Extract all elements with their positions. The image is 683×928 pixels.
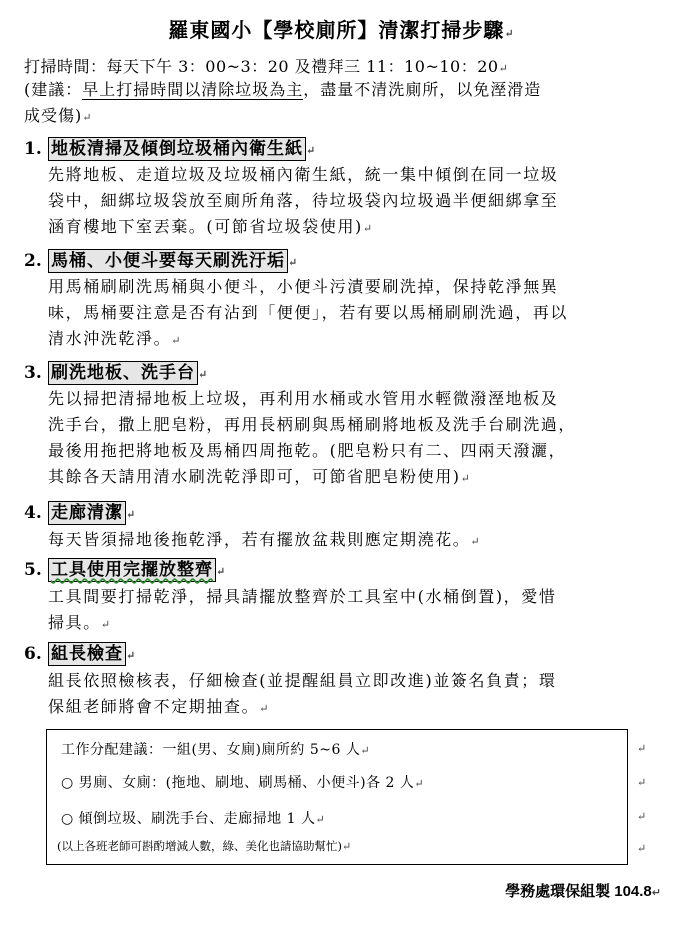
item-heading-6: 6. 組長檢查 ↵	[24, 644, 136, 664]
item-body-2: 用馬桶刷刷洗馬桶與小便斗，小便斗污漬要刷洗掉，保持乾淨無異 味，馬桶要注意是否有沾到「便便」，若有要以馬桶刷刷洗過，再以 清水沖洗乾淨。↵	[48, 277, 569, 348]
item-heading-3: 3. 刷洗地板、洗手台 ↵	[24, 363, 208, 383]
work-allocation-box	[46, 729, 628, 865]
page-title: 羅東國小【學校廁所】清潔打掃步驟↵	[168, 18, 515, 42]
schedule-text: 打掃時間：每天下午 3：00~3：20 及禮拜三 11：10~10：20↵	[24, 57, 509, 76]
item-heading-1: 1. 地板清掃及傾倒垃圾桶內衛生紙 ↵	[24, 139, 316, 159]
end-of-cell-mark: ↵	[637, 842, 647, 855]
item-body-5: 工具間要打掃乾淨，掃具請擺放整齊於工具室中(水桶倒置)，愛惜 掃具。↵	[48, 587, 557, 632]
item-heading-5: 5. 工具使用完擺放整齊 ↵	[24, 560, 226, 580]
suggestion-text: (建議：早上打掃時間以清除垃圾為主，盡量不清洗廁所，以免溼滑造 成受傷)↵	[24, 80, 542, 125]
item-heading-4: 4. 走廊清潔 ↵	[24, 503, 136, 523]
item-body-4: 每天皆須掃地後拖乾淨，若有擺放盆栽則應定期澆花。↵	[48, 530, 482, 549]
end-of-cell-mark: ↵	[637, 776, 647, 789]
allocation-summary: 工作分配建議：一組(男、女廁)廁所約 5~6 人↵	[61, 742, 371, 758]
item-body-6: 組長依照檢核表，仔細檢查(並提醒組員立即改進)並簽名負責；環 保組老師將會不定期抽查。↵	[48, 671, 557, 716]
end-of-cell-mark: ↵	[637, 810, 647, 823]
item-body-3: 先以掃把清掃地板上垃圾，再利用水桶或水管用水輕微潑溼地板及 洗手台，撒上肥皂粉，再用長柄刷與馬桶刷將地板及洗手台刷洗過， 最後用拖把將地板及馬桶四周拖乾。(肥皂粉只有二、四兩天潑灑， 其餘各天請用清水刷洗乾淨即可，可節省肥皂粉使用)↵	[48, 389, 577, 486]
end-of-cell-mark: ↵	[637, 742, 647, 755]
item-heading-2: 2. 馬桶、小便斗要每天刷洗汙垢 ↵	[24, 251, 298, 271]
allocation-note: (以上各班老師可斟酌增減人數，綠、美化也請協助幫忙)↵	[57, 839, 352, 853]
allocation-restrooms: ○ 男廁、女廁：(拖地、刷地、刷馬桶、小便斗)各 2 人↵	[61, 775, 425, 791]
allocation-garbage: ○ 傾倒垃圾、刷洗手台、走廊掃地 1 人↵	[61, 811, 326, 827]
item-body-1: 先將地板、走道垃圾及垃圾桶內衛生紙，統一集中傾倒在同一垃圾 袋中，細綁垃圾袋放至廁所角落，待垃圾袋內垃圾過半便細綁拿至 涵育樓地下室丟棄。(可節省垃圾袋使用)↵	[48, 165, 559, 236]
footer-credit: 學務處環保組製 104.8↵	[505, 883, 661, 900]
